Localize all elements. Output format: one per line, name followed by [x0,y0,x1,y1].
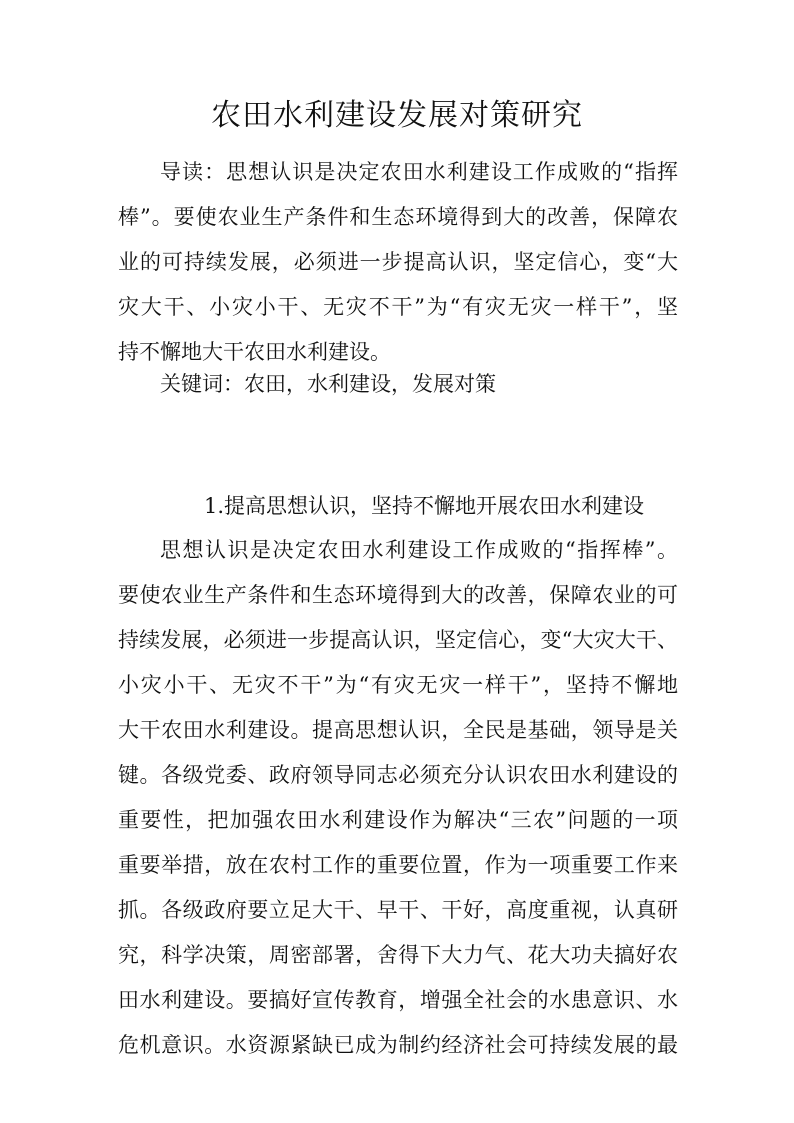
body-paragraph [118,528,678,1068]
intro-line: 棒”。要使农业生产条件和生态环境得到大的改善，保障农 [118,205,678,229]
body-line: 大干农田水利建设。提高思想认识，全民是基础，领导是关 [118,718,678,742]
intro-line: 灾大干、小灾小干、无灾不干”为“有灾无灾一样干”，坚 [118,295,678,319]
body-line: 抓。各级政府要立足大干、早干、干好，高度重视，认真研 [118,898,678,922]
keywords-line: 关键词：农田，水利建设，发展对策 [160,372,496,396]
body-line: 要使农业生产条件和生态环境得到大的改善，保障农业的可 [118,583,678,607]
body-line: 危机意识。水资源紧缺已成为制约经济社会可持续发展的最 [118,1033,678,1057]
keywords-paragraph [118,362,678,407]
intro-line: 业的可持续发展，必须进一步提高认识，坚定信心，变“大 [118,250,678,274]
body-line: 键。各级党委、政府领导同志必须充分认识农田水利建设的 [118,763,678,787]
body-line: 田水利建设。要搞好宣传教育，增强全社会的水患意识、水 [118,988,678,1012]
intro-paragraph [118,150,678,375]
intro-line: 持不懈地大干农田水利建设。 [118,340,391,364]
body-line: 持续发展，必须进一步提高认识，坚定信心，变“大灾大干、 [118,628,678,652]
body-line: 思想认识是决定农田水利建设工作成败的“指挥棒”。 [160,538,678,562]
body-line: 小灾小干、无灾不干”为“有灾无灾一样干”，坚持不懈地 [118,673,678,697]
body-line: 究，科学决策，周密部署，舍得下大力气、花大功夫搞好农 [118,943,678,967]
body-line: 重要举措，放在农村工作的重要位置，作为一项重要工作来 [118,853,678,877]
intro-line: 导读：思想认识是决定农田水利建设工作成败的“指挥 [160,160,678,184]
body-line: 重要性，把加强农田水利建设作为解决“三农”问题的一项 [118,808,678,832]
section-heading: 1.提高思想认识，坚持不懈地开展农田水利建设 [204,494,645,518]
document-title: 农田水利建设发展对策研究 [211,98,583,133]
